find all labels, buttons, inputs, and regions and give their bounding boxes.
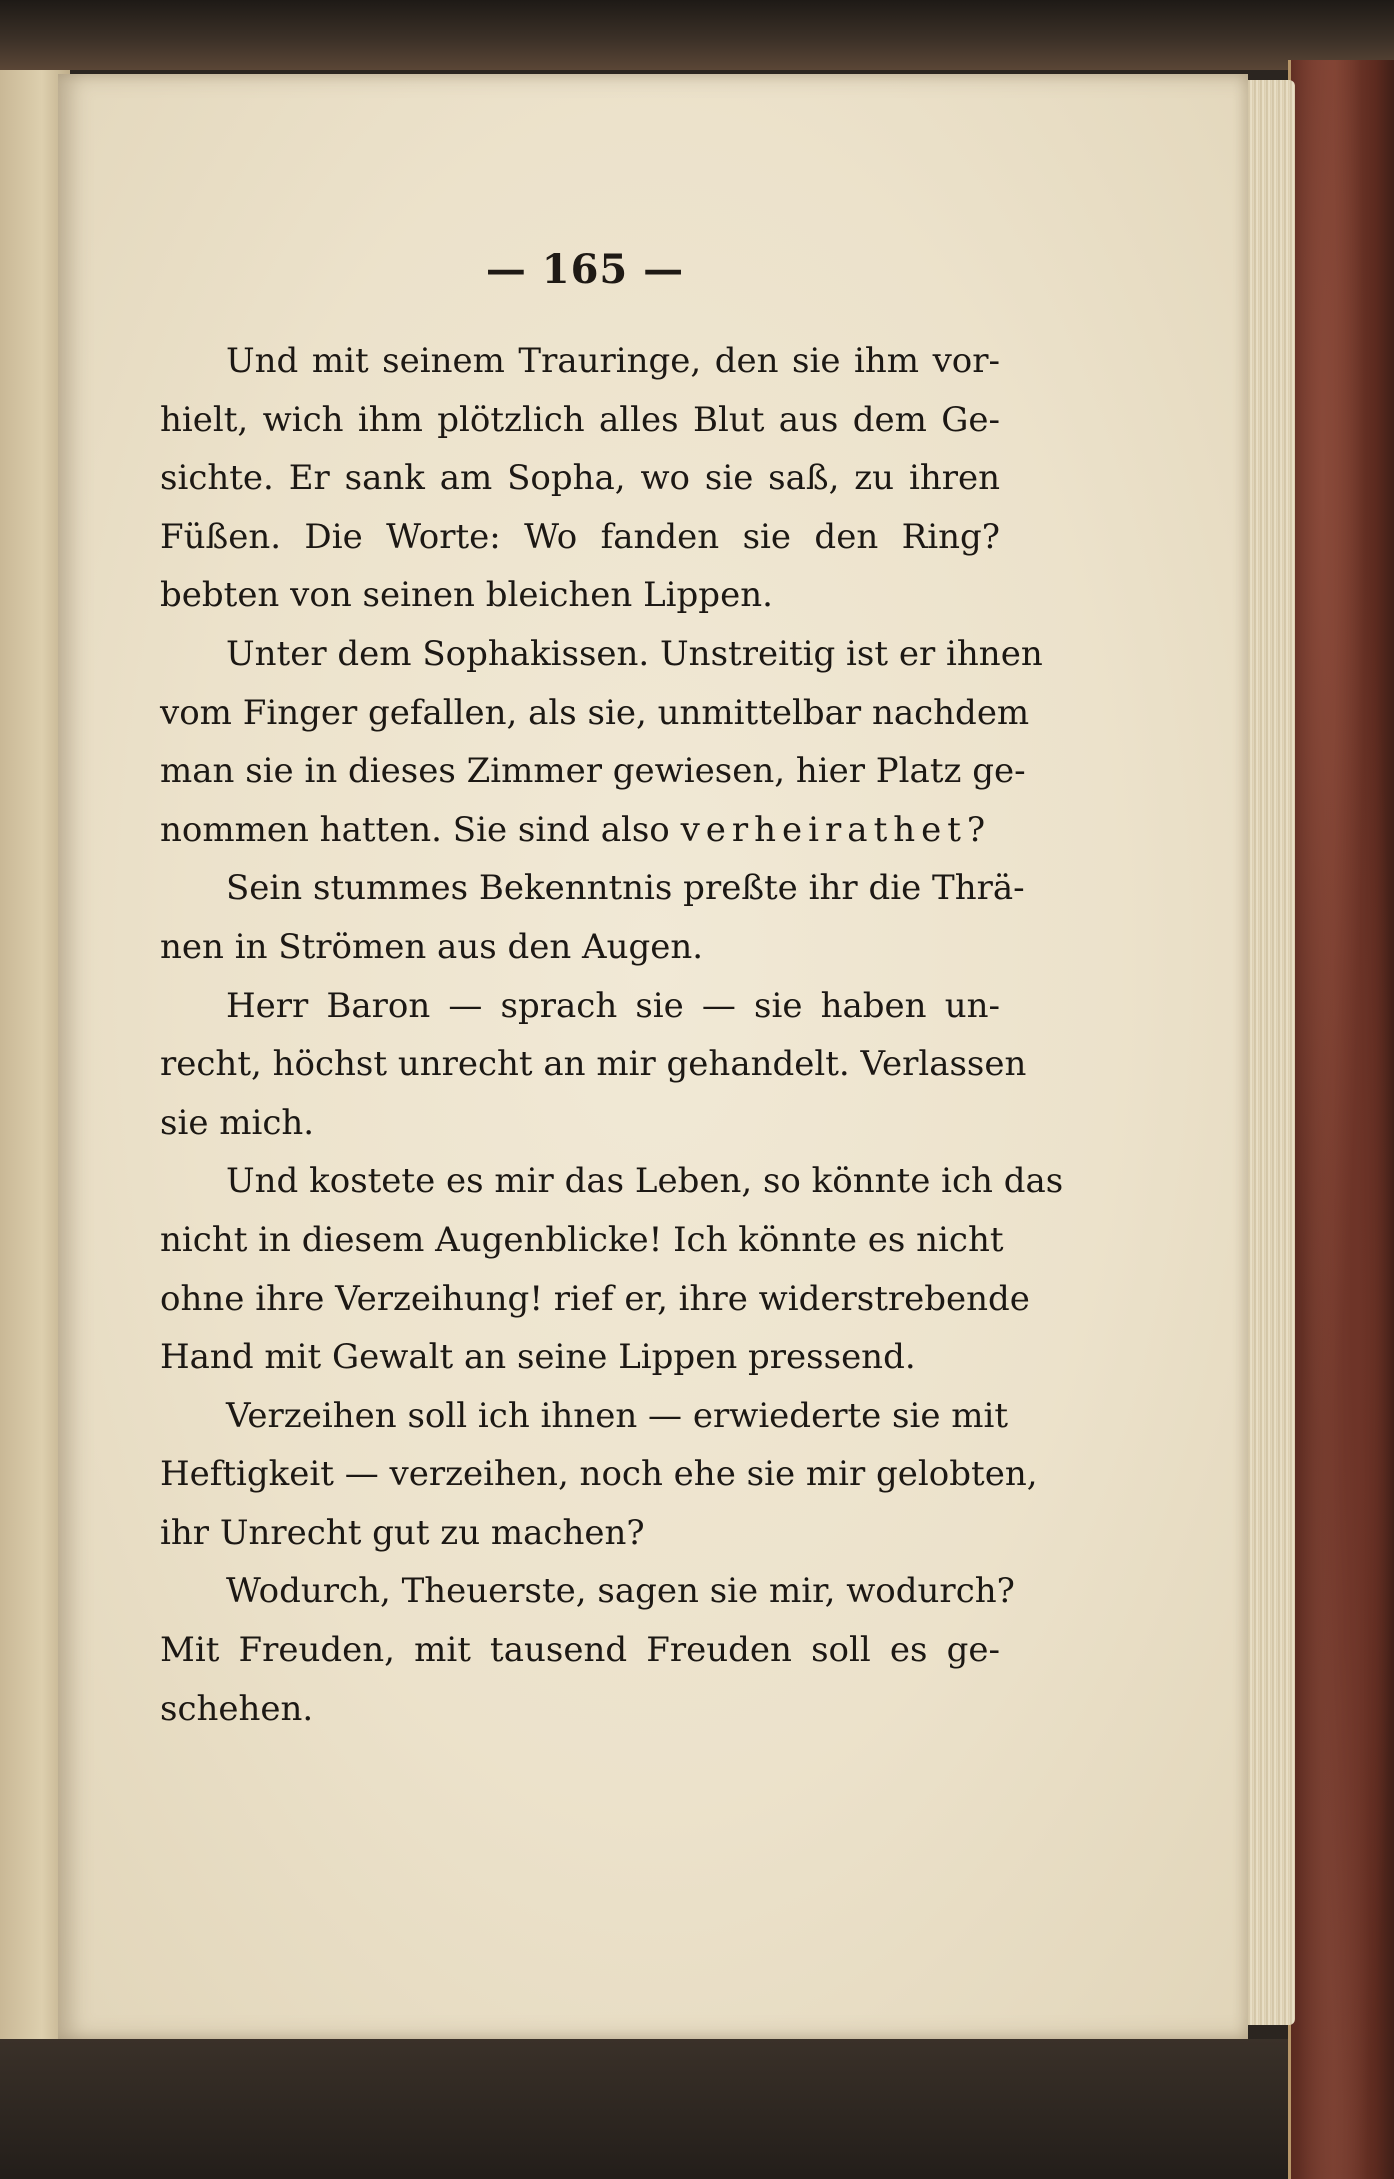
text-line: hielt, wich ihm plötzlich alles Blut aus dem Ge- <box>160 399 1000 440</box>
text-line: nicht in diesem Augenblicke! Ich könnte es nicht <box>160 1219 1004 1260</box>
text-line: schehen. <box>160 1688 314 1729</box>
text-line: sichte. Er sank am Sopha, wo sie saß, zu ihren <box>160 458 1000 499</box>
text-line: recht, höchst unrecht an mir gehandelt. Verlassen <box>160 1044 1027 1085</box>
text-line: Und kostete es mir das Leben, so könnte ich das <box>226 1161 1064 1202</box>
text-line: Mit Freuden, mit tausend Freuden soll es ge- <box>160 1630 1000 1671</box>
text-line: Hand mit Gewalt an seine Lippen pressend. <box>160 1337 916 1378</box>
book-bottom-edge <box>0 2039 1288 2179</box>
text-line: Sein stummes Bekenntnis preßte ihr die Thrä- <box>226 868 1025 909</box>
text-line: Füßen. Die Worte: Wo fanden sie den Ring? <box>160 516 1000 557</box>
text-line: man sie in dieses Zimmer gewiesen, hier Platz ge- <box>160 751 1026 792</box>
page-number: — 165 — <box>485 246 685 293</box>
text-line: Herr Baron — sprach sie — sie haben un- <box>226 985 1000 1026</box>
text-line: bebten von seinen bleichen Lippen. <box>160 575 773 616</box>
text-line <box>160 801 1000 860</box>
text-line: ohne ihre Verzeihung! rief er, ihre widerstrebende <box>160 1278 1030 1319</box>
text-line: Wodurch, Theuerste, sagen sie mir, wodurch? <box>226 1571 1015 1612</box>
spaced-word: verheirathet? <box>680 809 992 850</box>
text-line: Und mit seinem Trauringe, den sie ihm vor- <box>226 341 1000 381</box>
text-line: Unter dem Sophakissen. Unstreitig ist er ihnen <box>226 633 1043 674</box>
body-text <box>160 332 1064 1738</box>
text-line: nen in Strömen aus den Augen. <box>160 926 704 967</box>
text-line: ihr Unrecht gut zu machen? <box>160 1512 645 1553</box>
text-line: sie mich. <box>160 1102 315 1143</box>
text-line: vom Finger gefallen, als sie, unmittelbar nachdem <box>160 692 1030 733</box>
book-cover-right <box>1288 60 1394 2179</box>
text-line-start: nommen hatten. Sie sind also <box>160 809 670 850</box>
text-line: Verzeihen soll ich ihnen — erwiederte sie mit <box>226 1395 1009 1436</box>
text-line: Heftigkeit — verzeihen, noch ehe sie mir gelobten, <box>160 1454 1038 1495</box>
book-top-edge <box>0 0 1394 70</box>
